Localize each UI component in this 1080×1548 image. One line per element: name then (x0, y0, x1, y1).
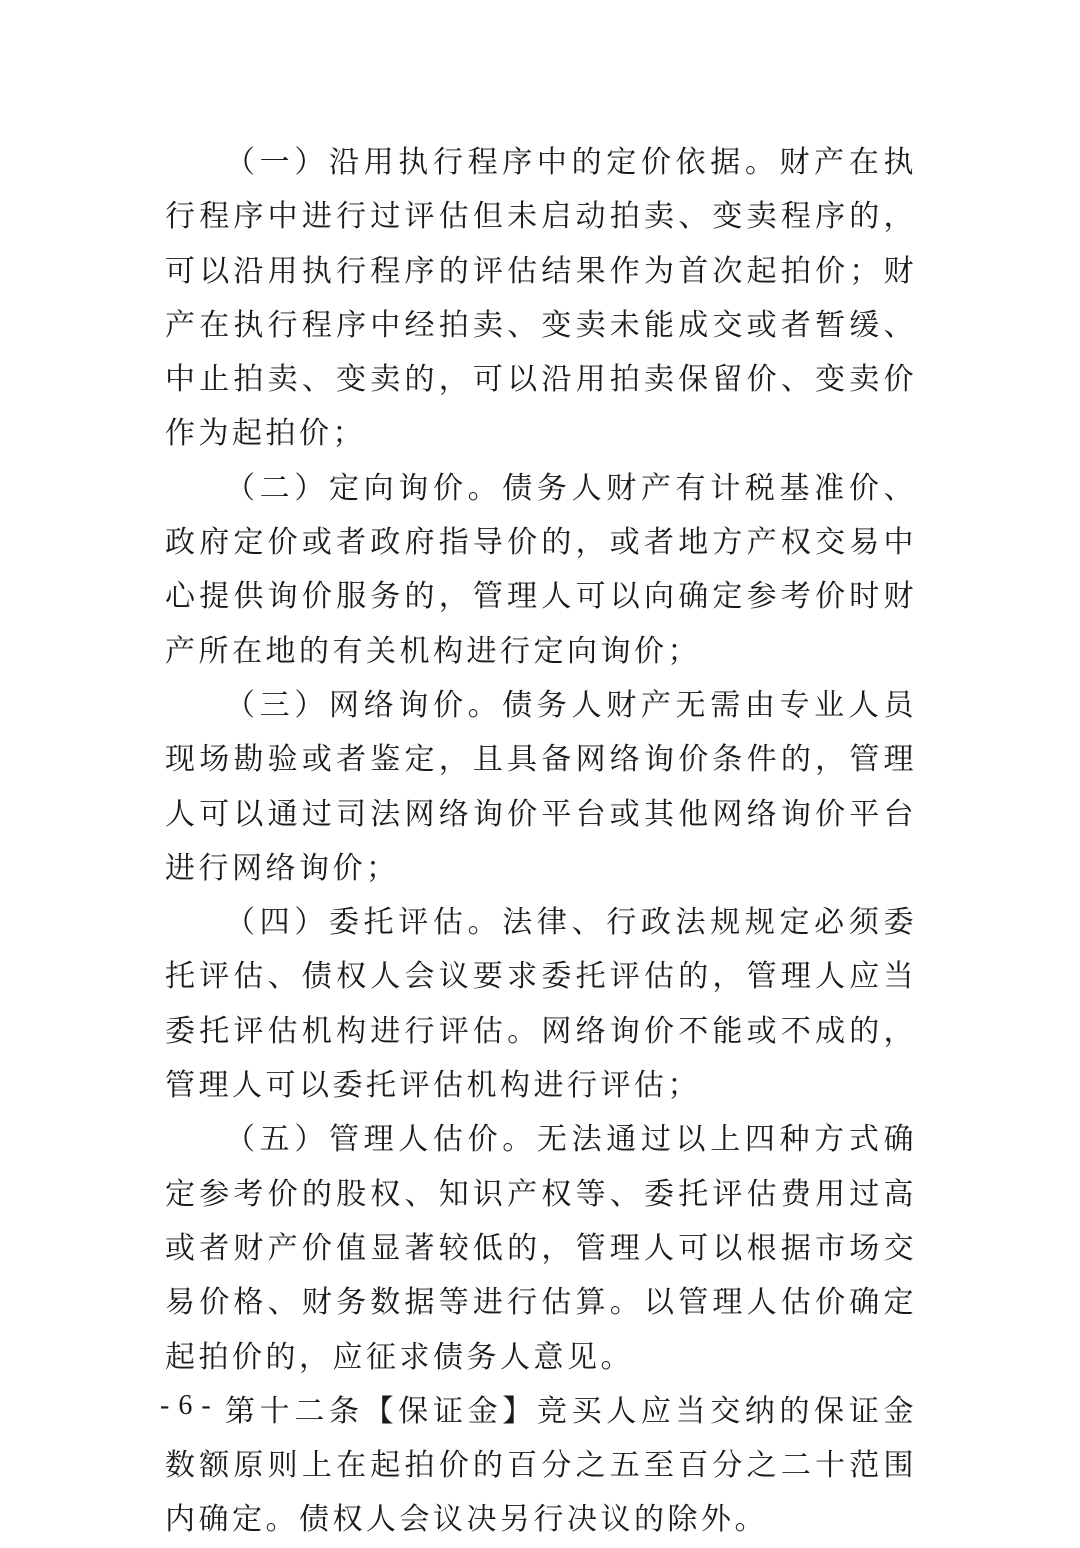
paragraph-entrusted-appraisal: （四）委托评估。法律、行政法规规定必须委托评估、债权人会议要求委托评估的，管理人应当委托评估机构进行评估。网络询价不能或不成的，管理人可以委托评估机构进行评估； (165, 905, 917, 1104)
paragraph-administrator-valuation: （五）管理人估价。无法通过以上四种方式确定参考价的股权、知识产权等、委托评估费用过高或者财产价值显著较低的，管理人可以根据市场交易价格、财务数据等进行估算。以管理人估价确定起拍价的，应征求债务人意见。 (165, 1122, 917, 1375)
paragraph-online-inquiry: （三）网络询价。债务人财产无需由专业人员现场勘验或者鉴定，且具备网络询价条件的，管理人可以通过司法网络询价平台或其他网络询价平台进行网络询价； (165, 687, 917, 886)
page-number: - 6 - (160, 1390, 212, 1421)
paragraph-pricing-basis: （一）沿用执行程序中的定价依据。财产在执行程序中进行过评估但未启动拍卖、变卖程序的，可以沿用执行程序的评估结果作为首次起拍价；财产在执行程序中经拍卖、变卖未能成交或者暂缓、中止拍卖、变卖的，可以沿用拍卖保留价、变卖价作为起拍价； (165, 145, 917, 452)
paragraph-article-12-deposit: 第十二条【保证金】竞买人应当交纳的保证金数额原则上在起拍价的百分之五至百分之二十范围内确定。债权人会议决另行决议的除外。 (165, 1393, 917, 1538)
paragraph-targeted-inquiry: （二）定向询价。债务人财产有计税基准价、政府定价或者政府指导价的，或者地方产权交易中心提供询价服务的，管理人可以向确定参考价时财产所在地的有关机构进行定向询价； (165, 470, 917, 669)
document-body (165, 136, 917, 1548)
